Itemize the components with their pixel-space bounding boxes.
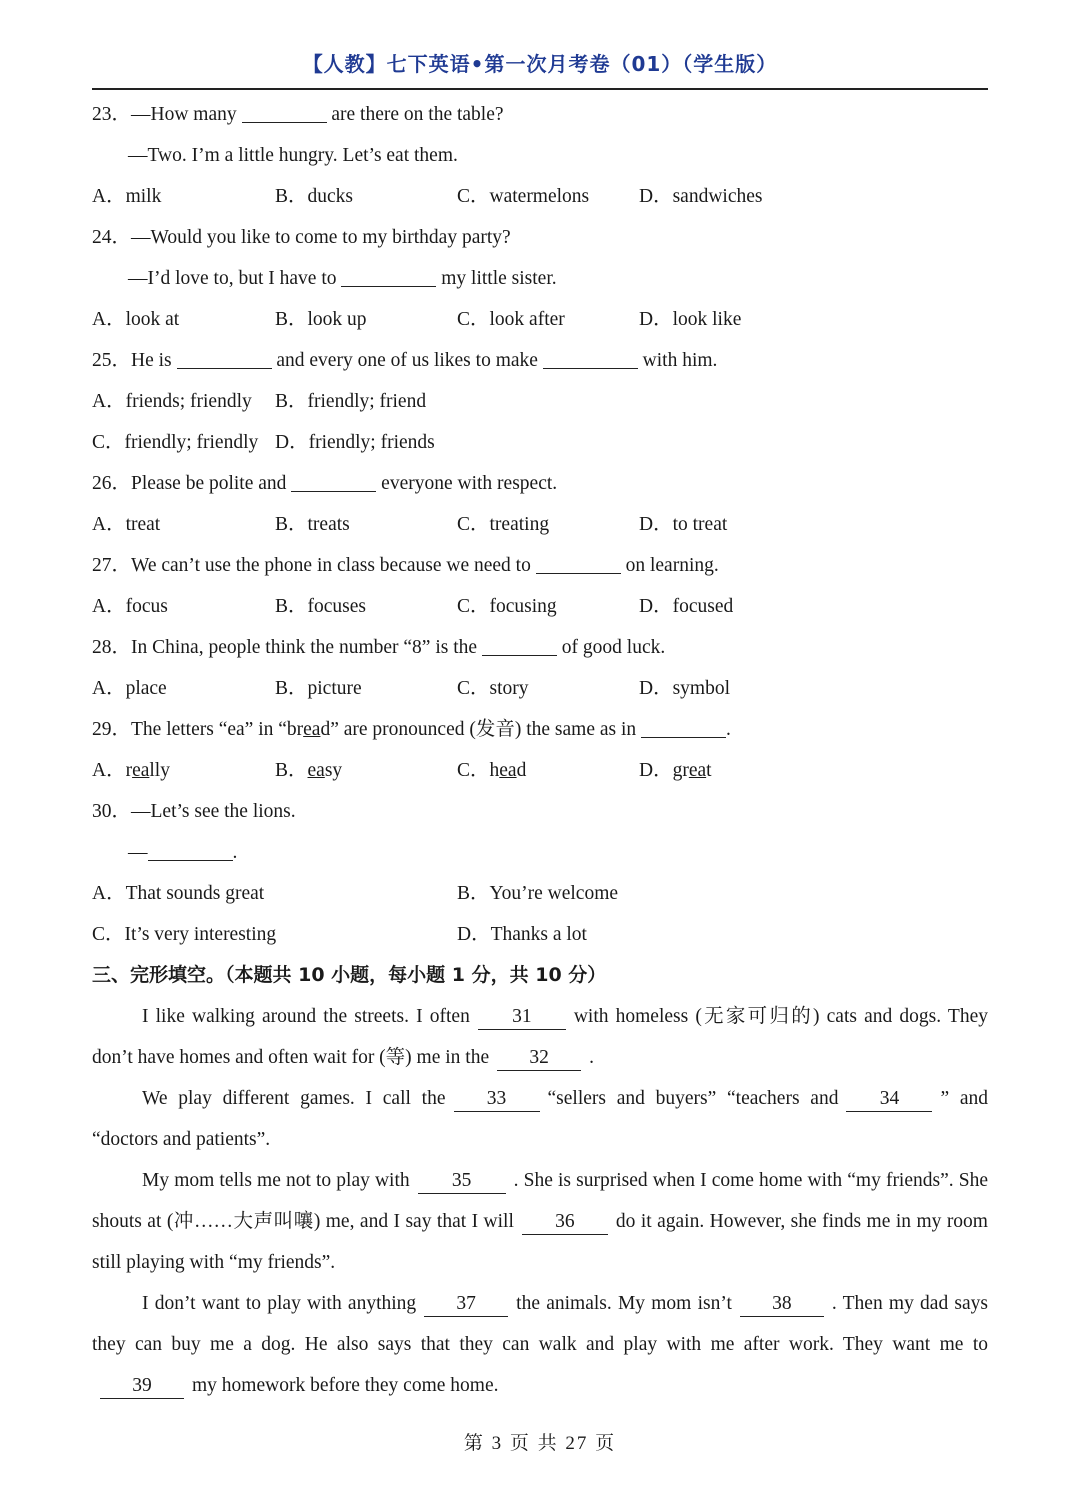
option-d: D．Thanks a lot — [457, 924, 587, 945]
blank-38: 38 — [740, 1292, 824, 1317]
option-b: B．treats — [275, 514, 350, 535]
option-a: A．milk — [92, 186, 162, 207]
option-a: A．treat — [92, 514, 161, 535]
cloze-passage — [92, 996, 988, 1406]
option-a: A．focus — [92, 596, 168, 617]
passage-paragraph-3: My mom tells me not to play with 35 . She is surprised when I come home with “my friends”. She shouts at (冲……大声叫嚷) me, and I say that I will 36 do it again. However, she finds me in my room still playing with “my friends”. — [92, 1170, 988, 1273]
option-d: D．to treat — [639, 514, 728, 535]
question-25-options-ab — [92, 381, 988, 422]
exam-content — [92, 94, 988, 1406]
question-23: 23．—How many are there on the table? — [92, 94, 988, 135]
question-23-reply: —Two. I’m a little hungry. Let’s eat them. — [128, 145, 458, 166]
question-25-options-cd — [92, 422, 988, 463]
option-c: C．focusing — [457, 596, 557, 617]
answer-blank — [177, 344, 272, 369]
option-c: C．treating — [457, 514, 550, 535]
question-28: 28．In China, people think the number “8” is the of good luck. — [92, 627, 988, 668]
option-c: C．It’s very interesting — [92, 924, 277, 945]
blank-32: 32 — [497, 1046, 581, 1071]
option-d: D．focused — [639, 596, 734, 617]
question-29-options — [92, 750, 988, 791]
answer-blank — [291, 467, 376, 492]
option-c: C．friendly; friendly — [92, 432, 259, 453]
question-25: 25．He is and every one of us likes to make with him. — [92, 340, 988, 381]
answer-blank — [482, 631, 557, 656]
question-24: 24．—Would you like to come to my birthday party? — [92, 227, 511, 248]
option-b: B．picture — [275, 678, 362, 699]
option-d: D．great — [639, 760, 712, 781]
question-28-options — [92, 668, 988, 709]
question-24-reply: —I’d love to, but I have to my little sister. — [92, 258, 988, 299]
question-26: 26．Please be polite and everyone with respect. — [92, 463, 988, 504]
blank-35: 35 — [418, 1169, 506, 1194]
option-d: D．look like — [639, 309, 742, 330]
option-a: A．friends; friendly — [92, 391, 252, 412]
option-a: A．place — [92, 678, 167, 699]
question-24-options — [92, 299, 988, 340]
blank-31: 31 — [478, 1005, 566, 1030]
question-29: 29．The letters “ea” in “bread” are pronounced (发音) the same as in . — [92, 709, 988, 750]
blank-34: 34 — [846, 1087, 932, 1112]
option-b: B．easy — [275, 760, 343, 781]
question-26-options — [92, 504, 988, 545]
option-c: C．head — [457, 760, 527, 781]
question-30-options-cd — [92, 914, 988, 955]
option-d: D．symbol — [639, 678, 731, 699]
option-c: C．story — [457, 678, 529, 699]
section-title: 三、完形填空。（本题共 10 小题，每小题 1 分，共 10 分） — [92, 964, 607, 986]
option-a: A．look at — [92, 309, 180, 330]
option-a: A．really — [92, 760, 170, 781]
option-b: B．ducks — [275, 186, 354, 207]
option-b: B．You’re welcome — [457, 883, 619, 904]
question-30-reply: — . — [92, 832, 988, 873]
option-a: A．That sounds great — [92, 883, 265, 904]
option-b: B．look up — [275, 309, 367, 330]
option-d: D．sandwiches — [639, 186, 763, 207]
passage-paragraph-2: We play different games. I call the 33 “sellers and buyers” “teachers and 34 ” and “doctors and patients”. — [92, 1088, 989, 1150]
option-b: B．focuses — [275, 596, 366, 617]
answer-blank — [341, 262, 436, 287]
answer-blank — [242, 98, 327, 123]
blank-36: 36 — [522, 1210, 608, 1235]
question-30-options-ab — [92, 873, 988, 914]
answer-blank — [641, 713, 726, 738]
blank-39: 39 — [100, 1374, 184, 1399]
option-d: D．friendly; friends — [275, 432, 435, 453]
blank-37: 37 — [424, 1292, 508, 1317]
blank-33: 33 — [454, 1087, 540, 1112]
passage-paragraph-1: I like walking around the streets. I often 31 with homeless (无家可归的) cats and dogs. They don’t have homes and often wait for (等) me in the 32 . — [92, 996, 988, 1078]
option-c: C．look after — [457, 309, 565, 330]
question-30: 30．—Let’s see the lions. — [92, 801, 296, 822]
exam-title: 【人教】七下英语•第一次月考卷（01）（学生版） — [302, 52, 778, 76]
question-27: 27．We can’t use the phone in class because we need to on learning. — [92, 545, 988, 586]
option-b: B．friendly; friend — [275, 391, 427, 412]
question-27-options — [92, 586, 988, 627]
option-c: C．watermelons — [457, 186, 590, 207]
passage-paragraph-4: I don’t want to play with anything 37 the animals. My mom isn’t 38 . Then my dad says they can buy me a dog. He also says that they can walk and play with me after work. They want me to39 my homework before they come home. — [92, 1283, 988, 1406]
answer-blank — [148, 836, 233, 861]
page-number: 第 3 页 共 27 页 — [463, 1433, 617, 1454]
answer-blank — [543, 344, 638, 369]
page-header — [92, 44, 988, 90]
answer-blank — [536, 549, 621, 574]
question-23-options — [92, 176, 988, 217]
